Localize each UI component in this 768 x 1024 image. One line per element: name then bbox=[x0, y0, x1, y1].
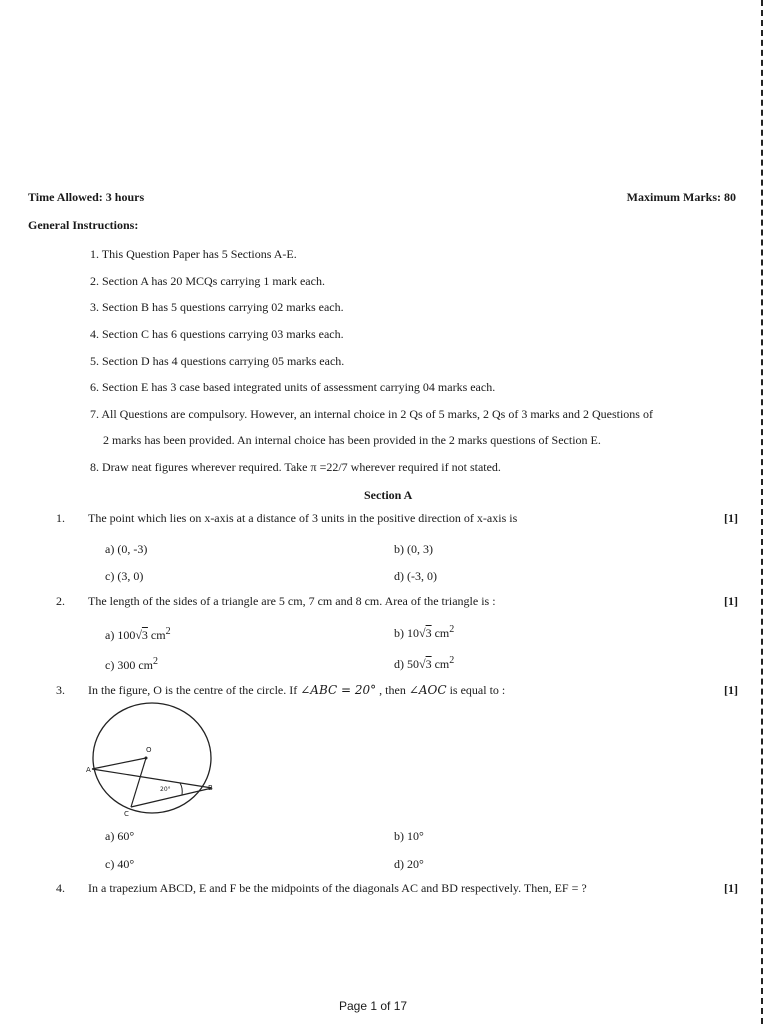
center-point bbox=[145, 757, 148, 760]
option-c bbox=[105, 656, 158, 673]
question-text-part: , then bbox=[376, 683, 409, 697]
label-o: O bbox=[146, 746, 152, 754]
chord-ab bbox=[92, 769, 212, 788]
question-number: 3. bbox=[56, 683, 65, 697]
instruction-item: 1. This Question Paper has 5 Sections A-E. bbox=[90, 247, 297, 261]
option-a: a) 60° bbox=[105, 829, 135, 843]
unit: cm bbox=[147, 628, 166, 642]
radicand: 3 bbox=[141, 628, 148, 642]
radius-oc bbox=[131, 758, 146, 807]
option-b bbox=[394, 624, 454, 641]
instruction-item: 2. Section A has 20 MCQs carrying 1 mark each. bbox=[90, 274, 325, 288]
option-d: d) 20° bbox=[394, 857, 424, 871]
radius-oa bbox=[92, 758, 146, 769]
option-text: a) 100 bbox=[105, 628, 136, 642]
question-marks: [1] bbox=[724, 881, 738, 895]
sqrt-sign: √ bbox=[419, 657, 426, 671]
option-d bbox=[394, 655, 454, 672]
instruction-item: 8. Draw neat figures wherever required. Take π =22/7 wherever required if not stated. bbox=[90, 460, 501, 474]
angle-arc bbox=[180, 783, 182, 795]
unit: cm bbox=[431, 626, 450, 640]
question-text-part: In the figure, O is the centre of the circle. If bbox=[88, 683, 301, 697]
question-text: In a trapezium ABCD, E and F be the midpoints of the diagonals AC and BD respectively. Then, EF = ? bbox=[88, 881, 587, 895]
sqrt-sign: √ bbox=[419, 626, 426, 640]
question-number: 4. bbox=[56, 881, 65, 895]
option-c: c) 40° bbox=[105, 857, 135, 871]
maximum-marks: Maximum Marks: 80 bbox=[626, 190, 736, 204]
instruction-item: 3. Section B has 5 questions carrying 02 marks each. bbox=[90, 300, 344, 314]
option-a bbox=[105, 626, 171, 643]
exponent: 2 bbox=[449, 624, 455, 635]
option-d: d) (-3, 0) bbox=[394, 569, 437, 583]
unit: cm bbox=[431, 657, 450, 671]
question-text bbox=[88, 683, 505, 698]
instruction-item: 5. Section D has 4 questions carrying 05 marks each. bbox=[90, 354, 345, 368]
circle bbox=[93, 703, 211, 813]
option-c: c) (3, 0) bbox=[105, 569, 144, 583]
exponent: 2 bbox=[152, 656, 158, 667]
angle-abc: ∠ABC = 20° bbox=[300, 683, 377, 697]
chord-cb bbox=[131, 788, 212, 807]
question-text-part: is equal to : bbox=[446, 683, 506, 697]
exponent: 2 bbox=[449, 655, 455, 666]
circle-figure bbox=[84, 700, 224, 820]
question-text: The length of the sides of a triangle are 5 cm, 7 cm and 8 cm. Area of the triangle is : bbox=[88, 594, 496, 608]
option-a: a) (0, -3) bbox=[105, 542, 148, 556]
option-text: b) 10 bbox=[394, 626, 419, 640]
label-c: C bbox=[124, 810, 129, 818]
label-a: A bbox=[86, 766, 91, 774]
radicand: 3 bbox=[425, 626, 432, 640]
general-instructions-heading: General Instructions: bbox=[28, 218, 139, 232]
section-title: Section A bbox=[364, 488, 413, 502]
question-number: 2. bbox=[56, 594, 65, 608]
option-b: b) (0, 3) bbox=[394, 542, 433, 556]
page-cut-border bbox=[761, 0, 763, 1024]
option-text: c) 300 cm bbox=[105, 658, 153, 672]
radicand: 3 bbox=[425, 657, 432, 671]
instruction-item: 7. All Questions are compulsory. However, an internal choice in 2 Qs of 5 marks, 2 Qs of 3 marks and 2 Questions of bbox=[90, 407, 653, 421]
sqrt-sign: √ bbox=[135, 628, 142, 642]
question-marks: [1] bbox=[724, 511, 738, 525]
question-text: The point which lies on x-axis at a distance of 3 units in the positive direction of x-axis is bbox=[88, 511, 518, 525]
question-number: 1. bbox=[56, 511, 65, 525]
label-angle: 20° bbox=[160, 786, 171, 793]
instruction-item: 4. Section C has 6 questions carrying 03 marks each. bbox=[90, 327, 344, 341]
question-marks: [1] bbox=[724, 683, 738, 697]
instruction-item-continued: 2 marks has been provided. An internal choice has been provided in the 2 marks questions of Section E. bbox=[103, 433, 601, 447]
page-number: Page 1 of 17 bbox=[339, 999, 408, 1013]
instruction-item: 6. Section E has 3 case based integrated units of assessment carrying 04 marks each. bbox=[90, 380, 496, 394]
option-text: d) 50 bbox=[394, 657, 419, 671]
exponent: 2 bbox=[165, 626, 171, 637]
time-allowed: Time Allowed: 3 hours bbox=[28, 190, 145, 204]
angle-aoc: ∠AOC bbox=[408, 683, 447, 697]
question-marks: [1] bbox=[724, 594, 738, 608]
option-b: b) 10° bbox=[394, 829, 424, 843]
label-b: B bbox=[208, 784, 213, 792]
